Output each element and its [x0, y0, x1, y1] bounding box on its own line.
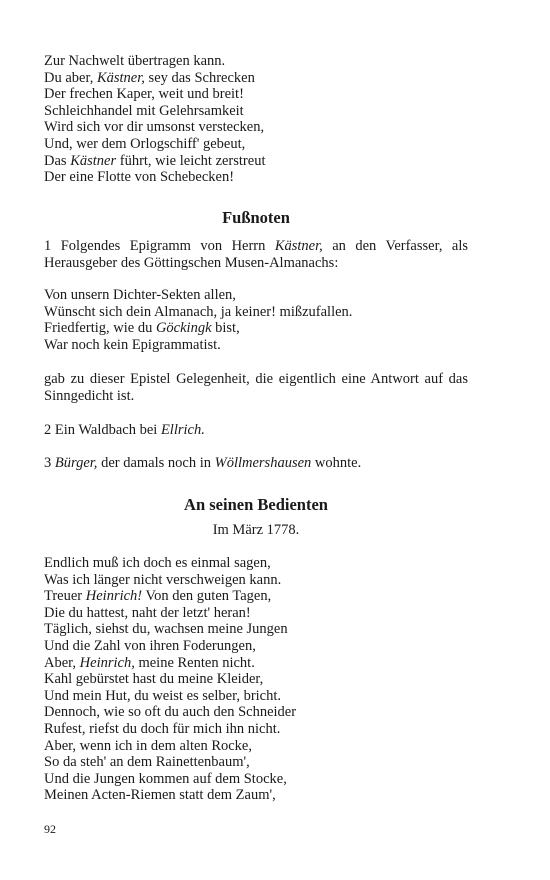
verse-line: Schleichhandel mit Gelehrsamkeit: [44, 102, 244, 119]
verse-line: Der frechen Kaper, weit und breit!: [44, 86, 244, 103]
italic-text: Wöllmershausen: [214, 455, 312, 471]
verse-line: War noch kein Epigrammatist.: [44, 336, 221, 353]
verse-line: Endlich muß ich doch es einmal sagen,: [44, 555, 271, 571]
epigram: [44, 287, 352, 353]
italic-text: Kästner: [70, 152, 117, 169]
verse-line: Kahl gebürstet hast du meine Kleider,: [44, 671, 264, 688]
verse-line: Und die Jungen kommen auf dem Stocke,: [44, 770, 287, 787]
verse-line: Was ich länger nicht verschweigen kann.: [44, 571, 282, 588]
verse-line: Treuer Heinrich! Von den guten Tagen,: [44, 588, 272, 605]
italic-text: Kästner,: [96, 69, 145, 86]
footnote-3: 3 Bürger, der damals noch in Wöllmershausen wohnte.: [44, 455, 362, 471]
verse-line: Zur Nachwelt übertragen kann.: [44, 53, 226, 69]
verse-line: Wird sich vor dir umsonst verstecken,: [44, 119, 265, 136]
poem-title: An seinen Bedienten: [184, 495, 328, 514]
footnote-1-outro: gab zu dieser Epistel Gelegenheit, die eigentlich eine Antwort auf das Sinngedicht ist.: [44, 371, 468, 404]
verse-line: Friedfertig, wie du Göckingk bist,: [44, 320, 240, 337]
verse-line: Aber, wenn ich in dem alten Rocke,: [44, 737, 252, 754]
stanza-top: [44, 53, 265, 186]
poem-date: Im März 1778.: [212, 522, 300, 538]
verse-line: Aber, Heinrich, meine Renten nicht.: [44, 654, 255, 671]
verse-line: Und, wer dem Orlogschiff' gebeut,: [44, 135, 246, 152]
verse-line: Der eine Flotte von Schebecken!: [44, 169, 235, 186]
italic-text: Heinrich,: [79, 654, 135, 671]
verse-line: Und die Zahl von ihren Foderungen,: [44, 637, 256, 654]
footnotes-heading: Fußnoten: [222, 208, 290, 227]
verse-line: Das Kästner führt, wie leicht zerstreut: [44, 152, 266, 169]
verse-line: Von unsern Dichter-Sekten allen,: [44, 287, 236, 303]
verse-line: Täglich, siehst du, wachsen meine Jungen: [44, 621, 288, 638]
verse-line: Und mein Hut, du weist es selber, bricht.: [44, 687, 282, 704]
italic-text: Bürger,: [54, 455, 98, 471]
footnote-1-intro: 1 Folgendes Epigramm von Herrn Kästner, an den Verfasser, als Herausgeber des Göttingschen Musen-Almanachs:: [44, 238, 468, 271]
verse-line: Wünscht sich dein Almanach, ja keiner! mißzufallen.: [44, 303, 353, 320]
verse-line: So da steh' an dem Rainettenbaum',: [44, 754, 250, 771]
footnote-2: 2 Ein Waldbach bei Ellrich.: [44, 422, 205, 438]
italic-text: Göckingk: [155, 320, 212, 337]
italic-text: Heinrich!: [85, 588, 143, 605]
verse-line: Rufest, riefst du doch für mich ihn nicht.: [44, 720, 281, 737]
page-number: 92: [44, 822, 56, 836]
italic-text: Kästner,: [274, 238, 323, 254]
poem-body: [44, 555, 296, 804]
italic-text: Ellrich.: [160, 422, 205, 438]
verse-line: Meinen Acten-Riemen statt dem Zaum',: [44, 787, 276, 804]
verse-line: Dennoch, wie so oft du auch den Schneider: [44, 704, 297, 721]
verse-line: Die du hattest, naht der letzt' heran!: [44, 604, 251, 621]
verse-line: Du aber, Kästner, sey das Schrecken: [44, 69, 255, 86]
